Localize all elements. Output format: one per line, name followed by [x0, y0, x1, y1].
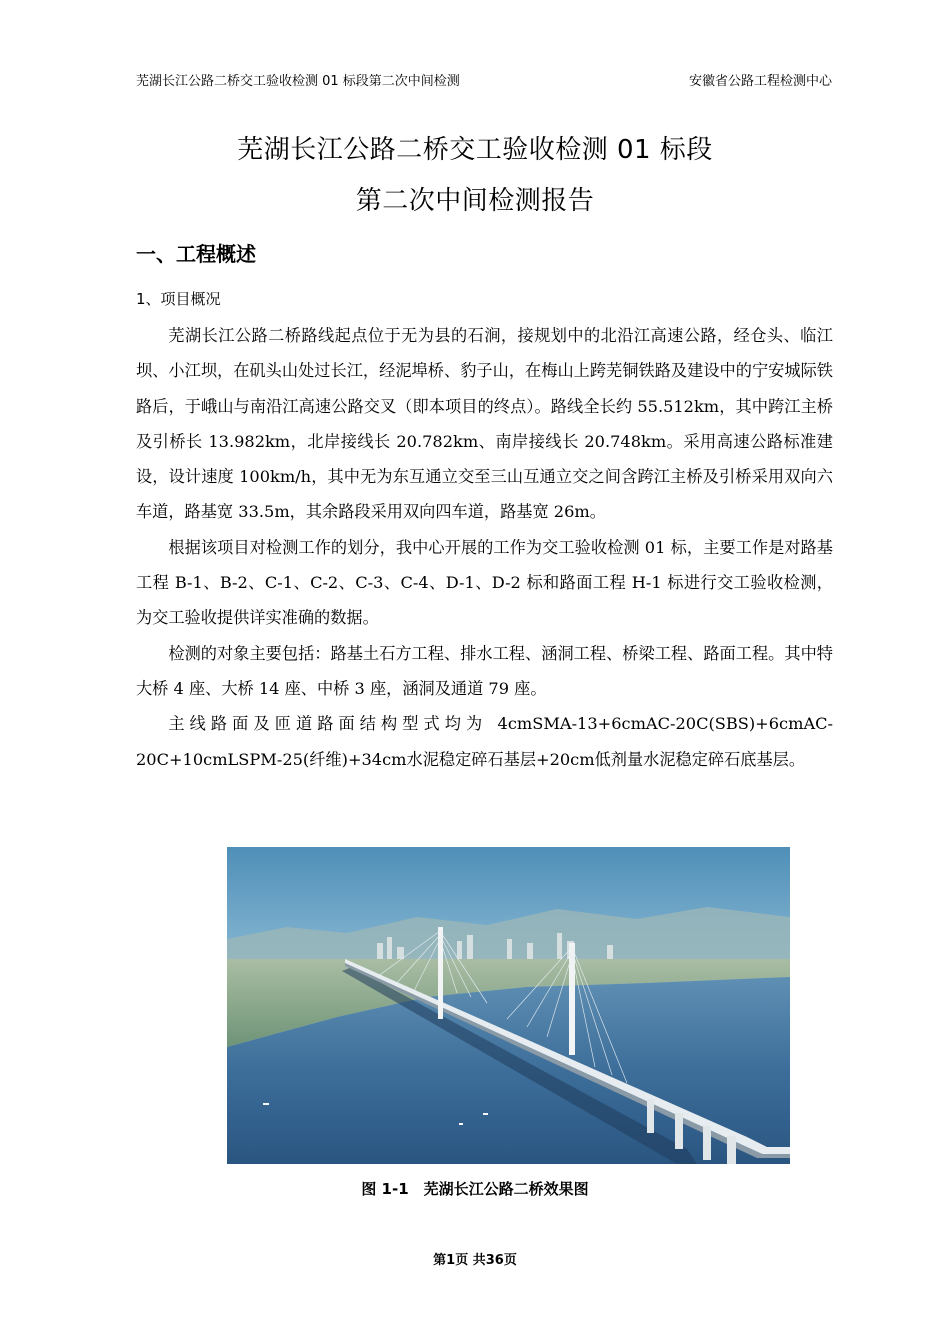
document-title-line-1: 芜湖长江公路二桥交工验收检测 01 标段: [237, 135, 713, 165]
subsection-heading: 1、项目概况: [136, 290, 221, 308]
paragraph-3: 检测的对象主要包括：路基土石方工程、排水工程、涵洞工程、桥梁工程、路面工程。其中特大桥 4 座、大桥 14 座、中桥 3 座，涵洞及通道 79 座。: [136, 643, 833, 698]
paragraph-1: 芜湖长江公路二桥路线起点位于无为县的石涧，接规划中的北沿江高速公路，经仓头、临江坝、小江坝，在矶头山处过长江，经泥埠桥、豹子山，在梅山上跨芜铜铁路及建设中的宁安城际铁路后，于峨山与南沿江高速公路交叉（即本项目的终点）。路线全长约 55.512km，其中跨江主桥及引桥长 13.982km，北岸接线长 20.782km、南岸接线长 20.748km。采用高速公路标准建设，设计速度 100km/h，其中无为东互通立交至三山互通立交之间含跨江主桥及引桥采用双向六车道，路基宽 33.5m，其余路段采用双向四车道，路基宽 26m。: [136, 326, 833, 522]
document-title-line-2: 第二次中间检测报告: [355, 186, 595, 216]
page-number: 第1页 共36页: [433, 1253, 517, 1268]
paragraph-2: 根据该项目对检测工作的划分，我中心开展的工作为交工验收检测 01 标，主要工作是对路基工程 B-1、B-2、C-1、C-2、C-3、C-4、D-1、D-2 标和路面工程 H-1 标进行交工验收检测，为交工验收提供详实准确的数据。: [136, 537, 833, 628]
header-right-text: 安徽省公路工程检测中心: [688, 74, 832, 89]
bridge-rendering-image: [227, 847, 790, 1164]
header-left-text: 芜湖长江公路二桥交工验收检测 01 标段第二次中间检测: [136, 74, 460, 89]
section-heading: 一、工程概述: [136, 242, 256, 266]
figure-caption: 图 1-1 芜湖长江公路二桥效果图: [361, 1180, 589, 1198]
page-header: [136, 70, 832, 92]
paragraph-4: 主线路面及匝道路面结构型式均为 4cmSMA-13+6cmAC-20C(SBS)+6cmAC-20C+10cmLSPM-25(纤维)+34cm水泥稳定碎石基层+20cm低剂量水泥稳定碎石底基层。: [136, 714, 833, 769]
body-text: [136, 318, 833, 777]
